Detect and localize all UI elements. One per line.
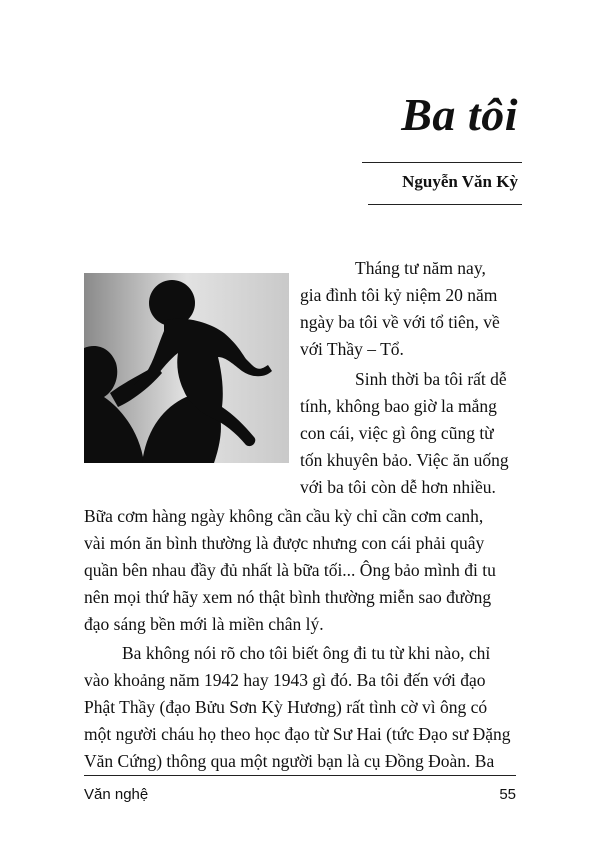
author-name: Nguyễn Văn Kỳ [402, 172, 518, 191]
text-line: Phật Thầy (đạo Bửu Sơn Kỳ Hương) rất tình cờ vì ông có [84, 697, 488, 717]
text-line: ngày ba tôi về với tổ tiên, về [300, 312, 500, 332]
page-number: 55 [499, 786, 516, 803]
text-line: một người cháu họ theo học đạo từ Sư Hai (tức Đạo sư Đặng [84, 724, 511, 744]
parent-child-silhouette-photo [84, 273, 289, 463]
text-line: quần bên nhau đầy đủ nhất là bữa tối... Ông bảo mình đi tu [84, 560, 496, 580]
text-line: với Thầy – Tổ. [300, 339, 404, 359]
text-line: đạo sáng bền mới là miền chân lý. [84, 614, 324, 634]
text-line: nên mọi thứ hãy xem nó thật bình thường miễn sao đường [84, 587, 492, 607]
footer-rule [84, 775, 516, 776]
text-line: vào khoảng năm 1942 hay 1943 gì đó. Ba tôi đến với đạo [84, 670, 486, 690]
text-line: vài món ăn bình thường là được nhưng con cái phải quây [84, 533, 485, 553]
author-rule-bottom [368, 204, 522, 205]
text-line: Tháng tư năm nay, [355, 258, 486, 278]
text-line: tính, không bao giờ la mắng [300, 396, 497, 416]
text-line: với ba tôi còn dễ hơn nhiều. [300, 477, 496, 497]
footer-section-name: Văn nghệ [84, 786, 149, 803]
text-line: Sinh thời ba tôi rất dễ [355, 369, 507, 389]
text-line: tốn khuyên bảo. Việc ăn uống [300, 450, 509, 470]
text-line: gia đình tôi kỷ niệm 20 năm [300, 285, 498, 305]
text-line: con cái, việc gì ông cũng từ [300, 423, 494, 443]
article-title: Ba tôi [401, 89, 518, 140]
author-rule-top [362, 162, 522, 163]
text-line: Bữa cơm hàng ngày không cần cầu kỳ chỉ cần cơm canh, [84, 506, 484, 526]
text-line: Văn Cứng) thông qua một người bạn là cụ Đồng Đoàn. Ba [84, 751, 495, 771]
text-line: Ba không nói rõ cho tôi biết ông đi tu từ khi nào, chỉ [122, 643, 491, 663]
